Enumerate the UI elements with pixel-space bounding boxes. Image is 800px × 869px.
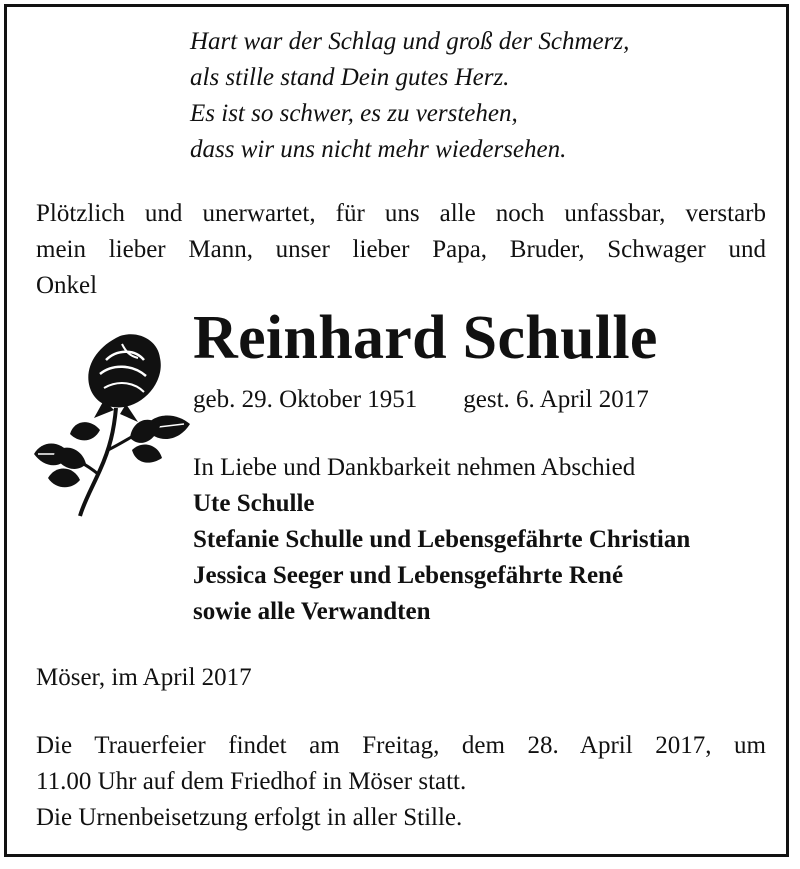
funeral-line: Die Urnenbeisetzung erfolgt in aller Stille. bbox=[36, 804, 463, 831]
intro-line: Plötzlich und unerwartet, für uns alle noch unfassbar, verstarb bbox=[36, 200, 766, 227]
place-date: Möser, im April 2017 bbox=[36, 664, 252, 691]
mourners-intro: In Liebe und Dankbarkeit nehmen Abschied bbox=[193, 454, 636, 481]
mourner-name: Ute Schulle bbox=[193, 490, 315, 517]
poem-line: dass wir uns nicht mehr wiedersehen. bbox=[190, 136, 567, 163]
intro-line: mein lieber Mann, unser lieber Papa, Bruder, Schwager und bbox=[36, 236, 766, 263]
poem-line: als stille stand Dein gutes Herz. bbox=[190, 64, 510, 91]
life-dates bbox=[193, 382, 649, 418]
funeral-info bbox=[36, 728, 766, 836]
poem-line: Es ist so schwer, es zu verstehen, bbox=[190, 100, 518, 127]
poem-line: Hart war der Schlag und groß der Schmerz, bbox=[190, 28, 630, 55]
poem bbox=[190, 24, 750, 168]
mourner-name: sowie alle Verwandten bbox=[193, 598, 431, 625]
mourner-name: Stefanie Schulle und Lebensgefährte Christian bbox=[193, 526, 691, 553]
rose-icon bbox=[34, 330, 194, 520]
mourner-name: Jessica Seeger und Lebensgefährte René bbox=[193, 562, 624, 589]
birth-date: geb. 29. Oktober 1951 bbox=[193, 386, 418, 413]
intro-line: Onkel bbox=[36, 272, 98, 299]
death-date: gest. 6. April 2017 bbox=[463, 386, 649, 413]
funeral-line: Die Trauerfeier findet am Freitag, dem 28. April 2017, um bbox=[36, 732, 766, 759]
funeral-line: 11.00 Uhr auf dem Friedhof in Möser statt. bbox=[36, 768, 467, 795]
mourners bbox=[193, 450, 690, 630]
intro-text bbox=[36, 196, 766, 304]
deceased-name: Reinhard Schulle bbox=[193, 304, 658, 372]
